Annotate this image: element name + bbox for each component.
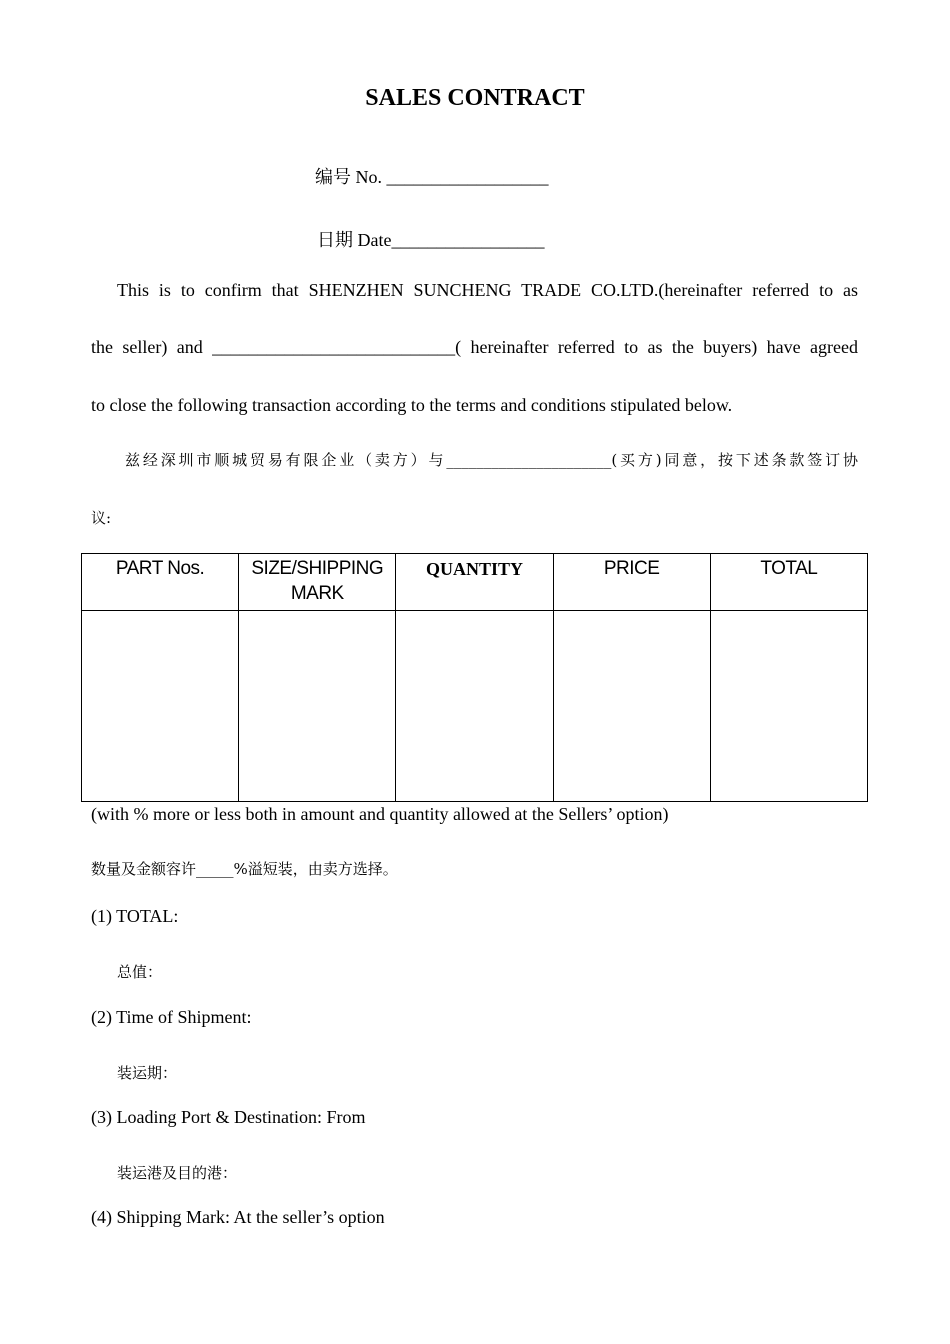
cell-quantity — [396, 611, 553, 802]
header-price: PRICE — [553, 554, 710, 611]
intro-cn-line-2: 议: — [91, 509, 112, 527]
header-part-nos: PART Nos. — [82, 554, 239, 611]
cell-part-nos — [82, 611, 239, 802]
header-quantity: QUANTITY — [396, 554, 553, 611]
table-row — [82, 611, 868, 802]
contract-date-line: 日期 Date_________________ — [317, 230, 545, 250]
intro-en-line-2: the seller) and ___________________________( hereinafter referred to as the buyers) have agreed — [91, 337, 858, 357]
intro-en-line-1: This is to confirm that SHENZHEN SUNCHENG TRADE CO.LTD.(hereinafter referred to as — [117, 280, 858, 300]
term-shipment-time-en: (2) Time of Shipment: — [91, 1007, 252, 1027]
term-total-cn: 总值： — [117, 963, 163, 981]
tolerance-en: (with % more or less both in amount and quantity allowed at the Sellers’ option) — [91, 804, 669, 824]
header-total: TOTAL — [710, 554, 867, 611]
cell-price — [553, 611, 710, 802]
cell-size-shipping-mark — [239, 611, 396, 802]
term-port-destination-en: (3) Loading Port & Destination: From — [91, 1107, 366, 1127]
table-header-row — [82, 554, 868, 611]
contract-number-line: 编号 No. __________________ — [315, 167, 549, 187]
cell-total — [710, 611, 867, 802]
goods-table — [81, 553, 868, 802]
intro-cn-line-1: 兹经深圳市顺城贸易有限企业（卖方）与______________________(买方)同意，按下述条款签订协 — [125, 451, 858, 469]
tolerance-cn: 数量及金额容许_____%溢短装，由卖方选择。 — [91, 860, 398, 878]
document-title: SALES CONTRACT — [365, 85, 585, 111]
term-shipment-time-cn: 装运期： — [117, 1064, 178, 1082]
term-shipping-mark-en: (4) Shipping Mark: At the seller’s option — [91, 1207, 385, 1227]
term-port-destination-cn: 装运港及目的港： — [117, 1164, 238, 1182]
term-total-en: (1) TOTAL: — [91, 906, 179, 926]
intro-en-line-3: to close the following transaction according to the terms and conditions stipulated below. — [91, 395, 733, 415]
header-size-shipping-mark: SIZE/SHIPPING MARK — [239, 554, 396, 611]
